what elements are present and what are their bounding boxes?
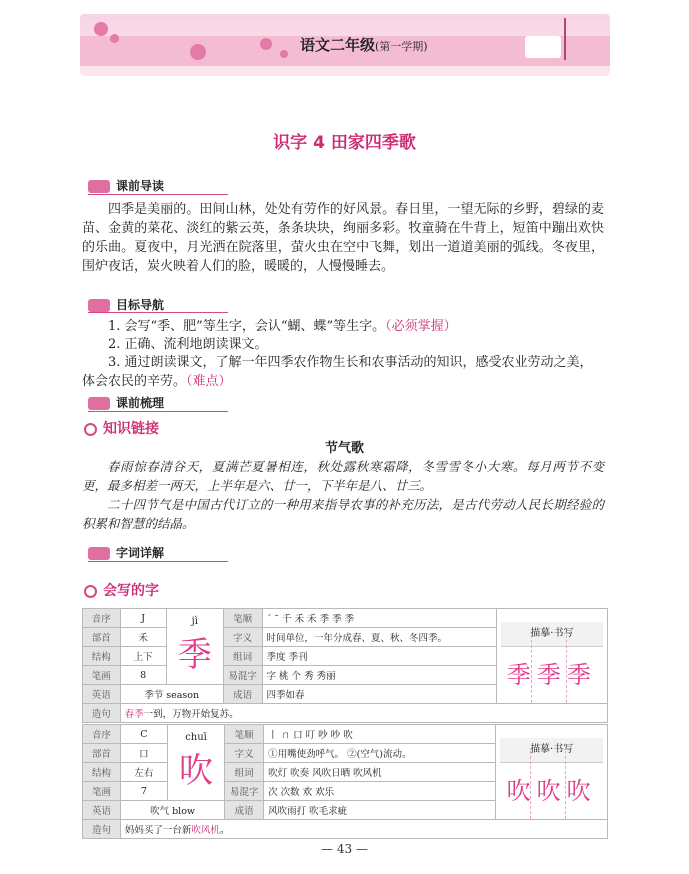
intro-paragraph: 四季是美丽的。田间山林，处处有劳作的好风景。春日里，一望无际的乡野，碧绿的麦苗、金黄的菜花、淡红的紫云英，条条块块，绚丽多彩。牧童骑在牛背上，短笛中蹦出欢快的乐曲。夏夜中，月光洒在院落里，萤火虫在空中飞舞，划出一道道美丽的弧线。冬夜里，围炉夜话，炭火映着人们的脸，暖暖的，人慢慢睡去。 — [82, 202, 604, 274]
goal-2: 2. 正确、流利地朗读课文。 — [108, 337, 268, 352]
book-icon — [88, 180, 110, 193]
book-icon — [88, 547, 110, 560]
example-sentence: 春季一到，万物开始复苏。 — [120, 704, 607, 723]
trace-box: 描摹·书写 吹吹吹 — [496, 725, 608, 820]
header-title: 语文二年级(第一学期) — [300, 36, 428, 54]
song-lines: 春雨惊春清谷天，夏满芒夏暑相连，秋处露秋寒霜降，冬雪雪冬小大寒。每月两节不变更，最多相差一两天，上半年是六、廿一，下半年是八、廿三。 — [82, 459, 604, 493]
book-icon — [88, 299, 110, 312]
stroke-order: 丨 ㄇ 口 叮 吵 吵 吹 — [264, 725, 496, 744]
tree-illustration — [564, 18, 566, 60]
section-preview: 课前导读 — [88, 177, 164, 194]
section-goals: 目标导航 — [88, 296, 164, 313]
book-icon — [88, 397, 110, 410]
stroke-order: ˊ ˉ 千 禾 禾 季 季 季 — [262, 609, 496, 628]
char-card-1: 音序 J jì 季 笔顺 ˊ ˉ 千 禾 禾 季 季 季 描摹·书写 季季季 部首 禾 字义 时间单位，一年分成春、夏、秋、冬四季。 结构 上下 组词 季度 季刊 笔画 8 易混字 字 桃 个 秀 秀丽 英语 季节 season 成语 四季如春 造句 春季一到，万物开始复苏。 — [82, 608, 608, 723]
page-number: — 43 — — [321, 842, 368, 856]
big-char: jì 季 — [166, 609, 223, 685]
char-card-2: 音序 C chuī 吹 笔顺 丨 ㄇ 口 叮 吵 吵 吹 描摹·书写 吹吹吹 部首 口 字义 ①用嘴使劲呼气。 ②(空气)流动。 结构 左右 组词 吹灯 吹奏 风吹日晒 吹风机 笔画 7 易混字 次 次数 欢 欢乐 英语 吹气 blow 成语 风吹雨打 吹毛求疵 造句 妈妈买了一台新吹风机。 — [82, 724, 608, 839]
big-char: chuī 吹 — [167, 725, 224, 801]
example-sentence: 妈妈买了一台新吹风机。 — [120, 820, 607, 839]
goal-1: 1. 会写“季、肥”等生字，会认“蝴、蝶”等生字。（必须掌握） — [108, 319, 457, 334]
char-seq: J — [120, 609, 166, 628]
lesson-title: 识字 4 田家四季歌 — [273, 133, 416, 153]
goal-3: 3. 通过朗读课文，了解一年四季农作物生长和农事活动的知识，感受农业劳动之美，体会农民的辛劳。（难点） — [82, 355, 593, 389]
trace-box: 描摹·书写 季季季 — [496, 609, 607, 704]
song-title: 节气歌 — [324, 441, 364, 456]
song-note: 二十四节气是中国古代订立的一种用来指导农事的补充历法，是古代劳动人民长期经验的积累和智慧的结晶。 — [82, 497, 604, 531]
section-review: 课前梳理 — [88, 394, 164, 411]
section-write-chars: 会写的字 — [84, 580, 159, 600]
house-illustration — [525, 36, 561, 58]
section-knowledge: 知识链接 — [84, 418, 159, 438]
char-seq: C — [120, 725, 167, 744]
section-words: 字词详解 — [88, 544, 164, 561]
magnifier-icon — [84, 423, 97, 436]
magnifier-icon — [84, 585, 97, 598]
